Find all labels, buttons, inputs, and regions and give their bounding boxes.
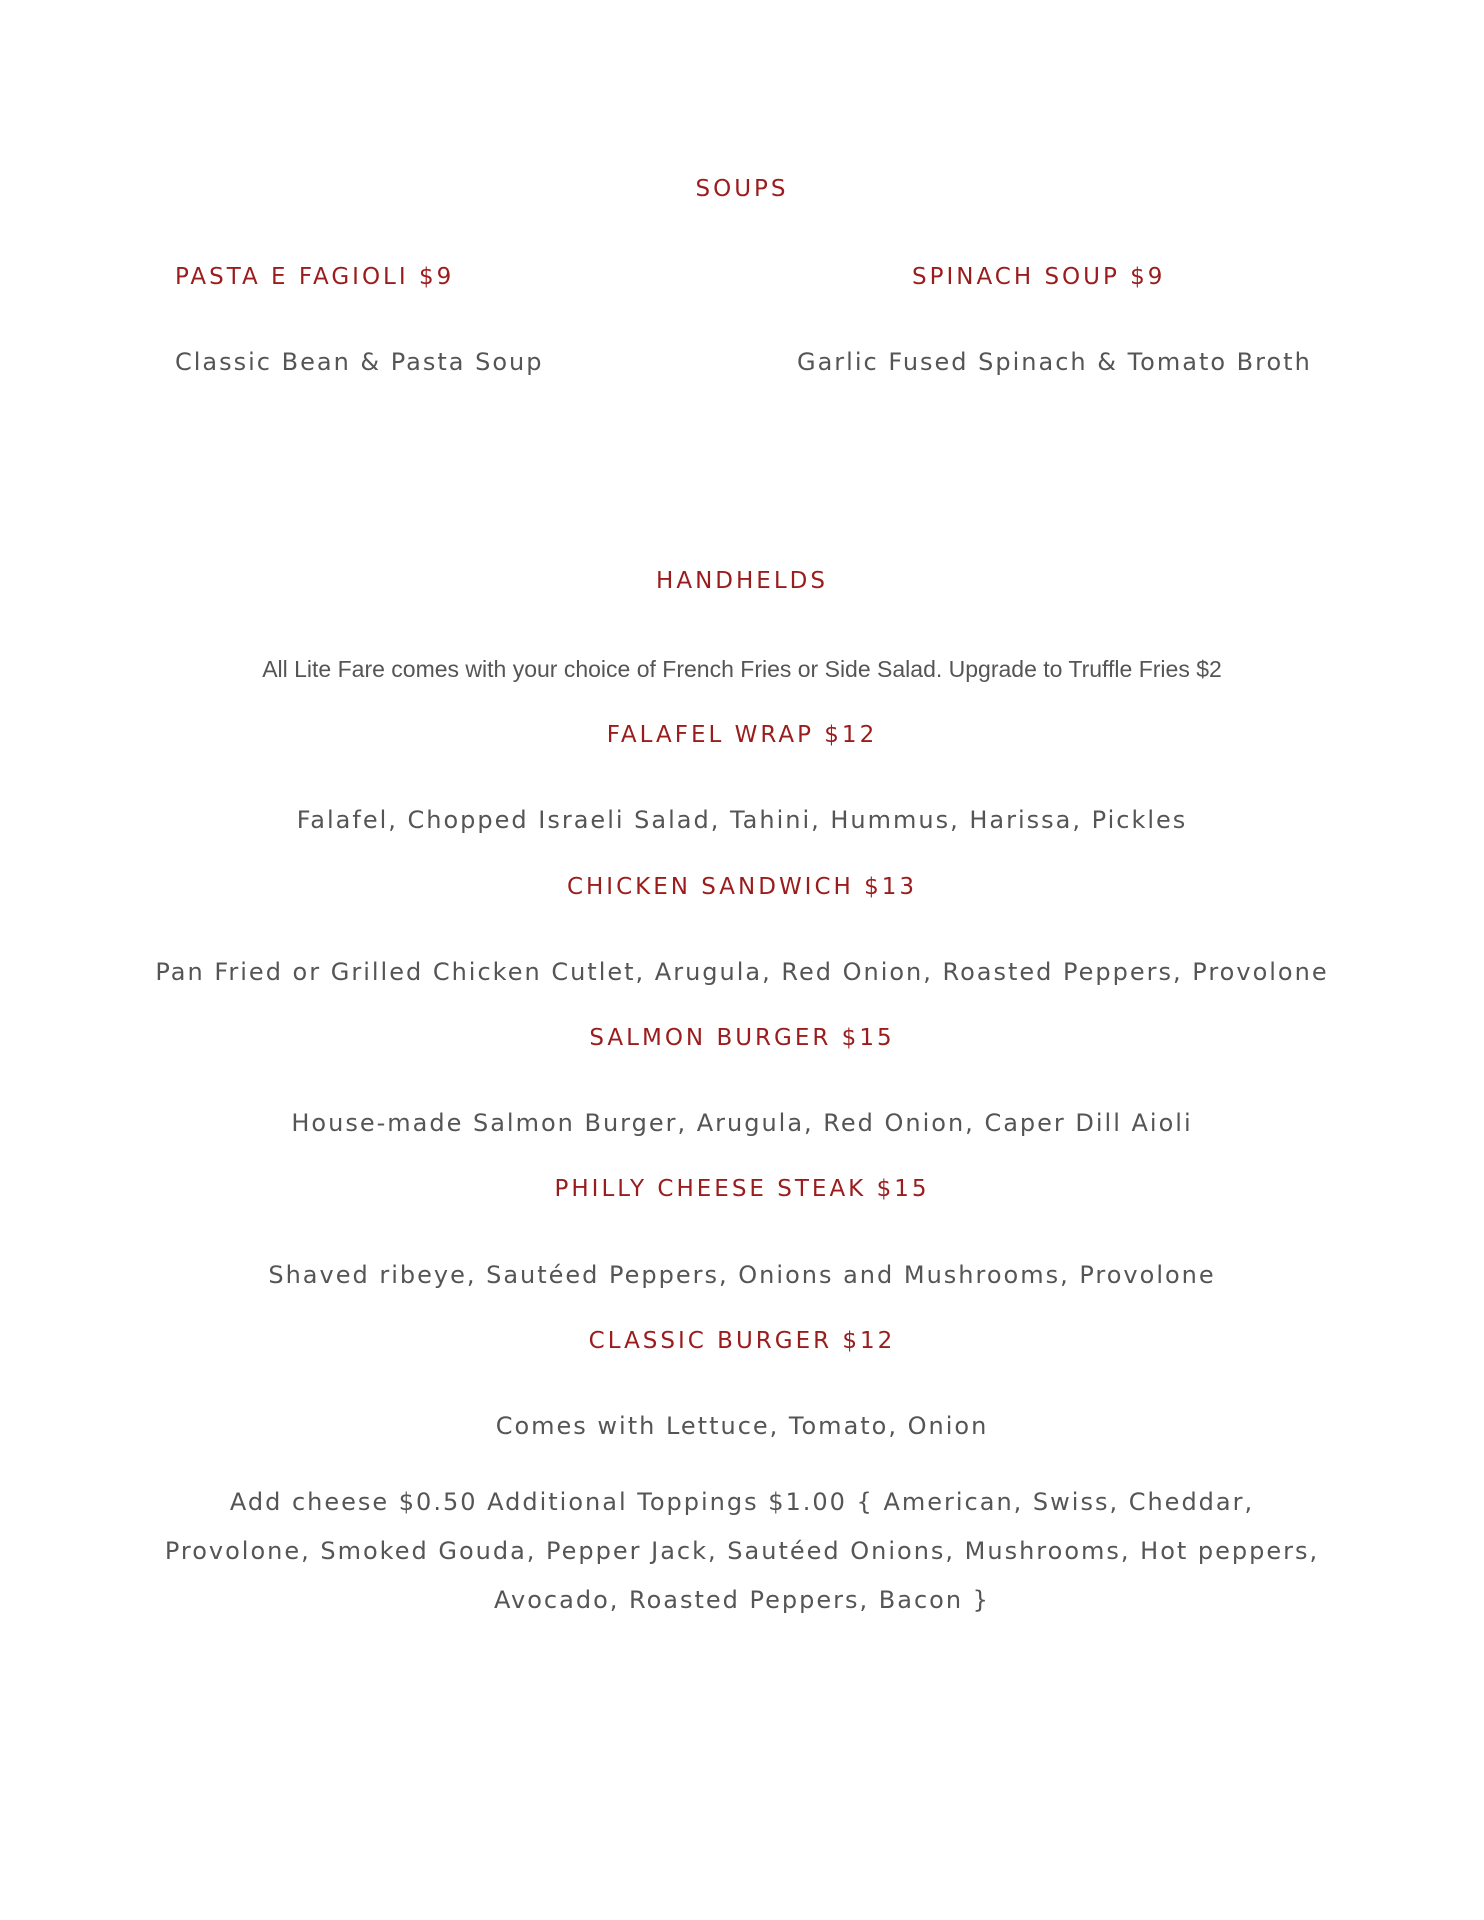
handheld-item-desc: Comes with Lettuce, Tomato, Onion [495,1412,989,1440]
handheld-item-name: FALAFEL WRAP $12 [606,722,878,748]
handheld-item-desc: House-made Salmon Burger, Arugula, Red Onion, Caper Dill Aioli [291,1109,1193,1137]
handheld-item-name: CHICKEN SANDWICH $13 [566,874,918,900]
handhelds-heading: HANDHELDS [656,568,828,594]
soup-item-desc: Garlic Fused Spinach & Tomato Broth [797,348,1312,376]
soup-item-name: PASTA E FAGIOLI $9 [175,264,455,290]
handheld-item-desc: Pan Fried or Grilled Chicken Cutlet, Arugula, Red Onion, Roasted Peppers, Provolone [155,958,1329,986]
soup-item-desc: Classic Bean & Pasta Soup [175,348,544,376]
handheld-item-name: CLASSIC BURGER $12 [588,1328,896,1354]
soup-item-name: SPINACH SOUP $9 [912,264,1166,290]
side-choice-note: All Lite Fare comes with your choice of French Fries or Side Salad. Upgrade to Truffle Fries $2 [262,656,1222,682]
handheld-item-desc: Shaved ribeye, Sautéed Peppers, Onions and Mushrooms, Provolone [268,1261,1216,1289]
handheld-item-name: SALMON BURGER $15 [589,1025,895,1051]
soups-heading: SOUPS [695,176,789,202]
handheld-item-name: PHILLY CHEESE STEAK $15 [554,1176,930,1202]
toppings-note: Add cheese $0.50 Additional Toppings $1.00 { American, Swiss, Cheddar, Provolone, Smoked Gouda, Pepper Jack, Sautéed Onions, Mushrooms, Hot peppers, Avocado, Roasted Peppers, Bacon } [164,1488,1320,1614]
handheld-item-desc: Falafel, Chopped Israeli Salad, Tahini, Hummus, Harissa, Pickles [296,806,1188,834]
